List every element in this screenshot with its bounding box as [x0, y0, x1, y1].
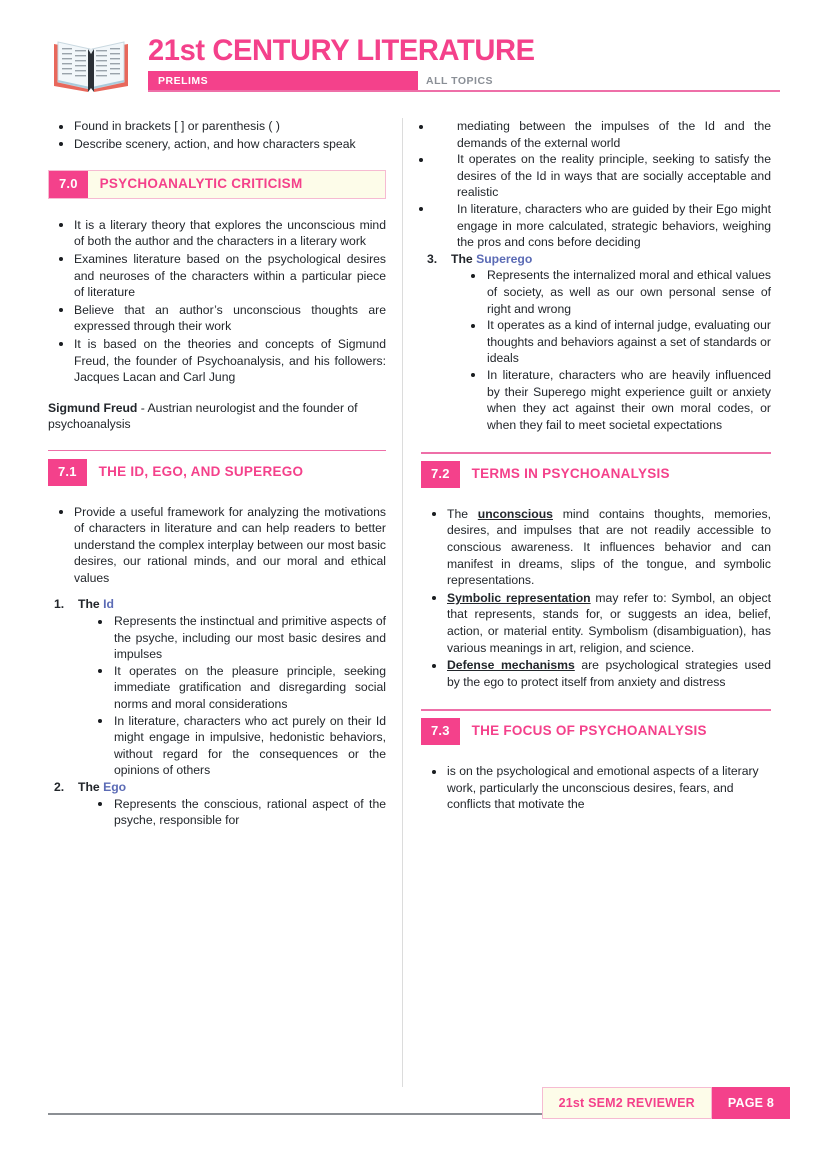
term-body: may refer to: Symbol, an object that represents, stands for, or suggests an idea, belief, action, or material entity. Symbolism (disambiguation), has various meanings in art, religion, and science. — [447, 590, 771, 655]
list-item: Describe scenery, action, and how characters speak — [48, 136, 386, 153]
term-tag: PRELIMS — [148, 71, 418, 90]
section-7-2-bullet-list — [421, 506, 771, 691]
list-item: It operates on the reality principle, seeking to satisfy the desires of the Id in ways that are socially acceptable and realistic — [399, 151, 771, 201]
list-item: It is a literary theory that explores the unconscious mind of both the author and the characters in a literary work — [48, 217, 386, 250]
item-term-superego: Superego — [476, 251, 533, 266]
list-item: In literature, characters who act purely on their Id might engage in impulsive, hedonistic behaviors, without regard for the consequences or the opinions of others — [78, 713, 386, 779]
item-label — [451, 252, 532, 266]
superego-numbered-list — [421, 251, 771, 434]
list-item: Represents the conscious, rational aspect of the psyche, responsible for — [78, 796, 386, 829]
list-item — [421, 657, 771, 690]
carryover-bullet-list — [48, 118, 386, 152]
list-item: In literature, characters who are guided by their Ego might engage in more calculated, strategic behaviors, weighing the pros and cons before deciding — [399, 201, 771, 251]
section-number: 7.1 — [48, 459, 87, 486]
item-label-prefix: The — [451, 251, 477, 266]
term-lead: The — [447, 506, 478, 521]
header-divider — [148, 90, 780, 92]
item-marker: 2. — [54, 780, 65, 794]
term-symbolic-representation: Symbolic representation — [447, 590, 591, 605]
sub-bullet-list — [451, 267, 771, 433]
section-number: 7.0 — [49, 171, 88, 198]
list-item — [421, 506, 771, 589]
item-label-prefix: The — [78, 597, 104, 612]
list-item: is on the psychological and emotional aspects of a literary work, particularly the unconscious desires, fears, and conflicts that motivate the — [421, 763, 771, 813]
open-book-icon — [48, 36, 134, 98]
freud-definition — [48, 400, 386, 433]
page-header — [48, 34, 780, 106]
list-item: Examines literature based on the psychological desires and neuroses of the characters within a particular piece of literature — [48, 251, 386, 301]
item-marker: 3. — [427, 251, 438, 266]
term-defense-mechanisms: Defense mechanisms — [447, 658, 575, 673]
list-item: It is based on the theories and concepts of Sigmund Freud, the founder of Psychoanalysis, and his followers: Jacques Lacan and Carl Jung — [48, 336, 386, 386]
list-item: In literature, characters who are heavily influenced by their Superego might experience guilt or anxiety when they act against their own moral codes, or when they fail to meet societal expectations — [451, 367, 771, 433]
column-divider — [402, 118, 403, 1087]
list-item: It operates as a kind of internal judge, evaluating our thoughts and behaviors against a set of standards or ideals — [451, 317, 771, 367]
tripartite-numbered-list — [48, 596, 386, 828]
section-number: 7.2 — [421, 461, 460, 488]
scope-tag: ALL TOPICS — [418, 71, 780, 90]
item-term-id: Id — [103, 597, 114, 612]
page-title: 21st CENTURY LITERATURE — [148, 34, 535, 67]
section-header-7-1 — [48, 459, 386, 486]
list-item: Represents the instinctual and primitive aspects of the psyche, including our most basic desires and impulses — [78, 613, 386, 663]
list-item: Believe that an author’s unconscious thoughts are expressed through their work — [48, 302, 386, 335]
left-column — [48, 118, 402, 1087]
freud-name: Sigmund Freud — [48, 400, 138, 415]
term-unconscious: unconscious — [477, 506, 553, 521]
section-7-1-intro-list — [48, 504, 386, 587]
item-marker: 1. — [54, 597, 65, 612]
term-body: are psychological strategies used by the ego to protect itself from anxiety and distress — [447, 658, 771, 689]
item-label — [78, 597, 114, 611]
sub-bullet-list — [78, 796, 386, 829]
list-item — [421, 590, 771, 656]
section-header-7-2 — [421, 461, 771, 488]
section-title: PSYCHOANALYTIC CRITICISM — [88, 171, 385, 198]
section-7-0-bullet-list — [48, 217, 386, 386]
footer-tag-group — [542, 1087, 790, 1119]
list-item — [421, 251, 771, 434]
item-label-prefix: The — [78, 780, 104, 794]
item-term-ego: Ego — [103, 780, 127, 794]
list-item — [48, 779, 386, 829]
page-footer — [48, 1087, 790, 1121]
section-7-3-bullet-list — [421, 763, 771, 813]
section-title: THE FOCUS OF PSYCHOANALYSIS — [471, 723, 707, 739]
item-label — [78, 780, 126, 794]
page-number-tag: PAGE 8 — [712, 1087, 790, 1119]
list-item: Represents the internalized moral and ethical values of society, as well as our own personal sense of right and wrong — [451, 267, 771, 317]
ego-continuation-list — [399, 118, 771, 251]
section-header-7-3 — [421, 718, 771, 745]
list-item: Found in brackets [ ] or parenthesis ( ) — [48, 118, 386, 135]
section-number: 7.3 — [421, 718, 460, 745]
term-body: mind contains thoughts, memories, desires, and impulses that are not readily accessible to conscious awareness. It influences behavior and can manifest in dreams, slips of the tongue, and symbolic representations. — [447, 506, 771, 588]
section-header-7-0 — [48, 170, 386, 199]
right-column — [417, 118, 771, 1087]
sub-bullet-list — [78, 613, 386, 779]
freud-description: - Austrian neurologist and the founder of psychoanalysis — [48, 400, 358, 432]
list-item: mediating between the impulses of the Id and the demands of the external world — [399, 118, 771, 151]
section-title: THE ID, EGO, AND SUPEREGO — [98, 463, 304, 479]
list-item: Provide a useful framework for analyzing the motivations of characters in literature and can help readers to better understand the complex interplay between our most basic desires, our rational minds, and our moral and ethical values — [48, 504, 386, 587]
section-title: TERMS IN PSYCHOANALYSIS — [471, 466, 670, 482]
list-item — [48, 596, 386, 779]
list-item: It operates on the pleasure principle, seeking immediate gratification and disregarding social norms and moral considerations — [78, 663, 386, 713]
content-columns — [48, 118, 790, 1087]
reviewer-tag: 21st SEM2 REVIEWER — [542, 1087, 712, 1119]
